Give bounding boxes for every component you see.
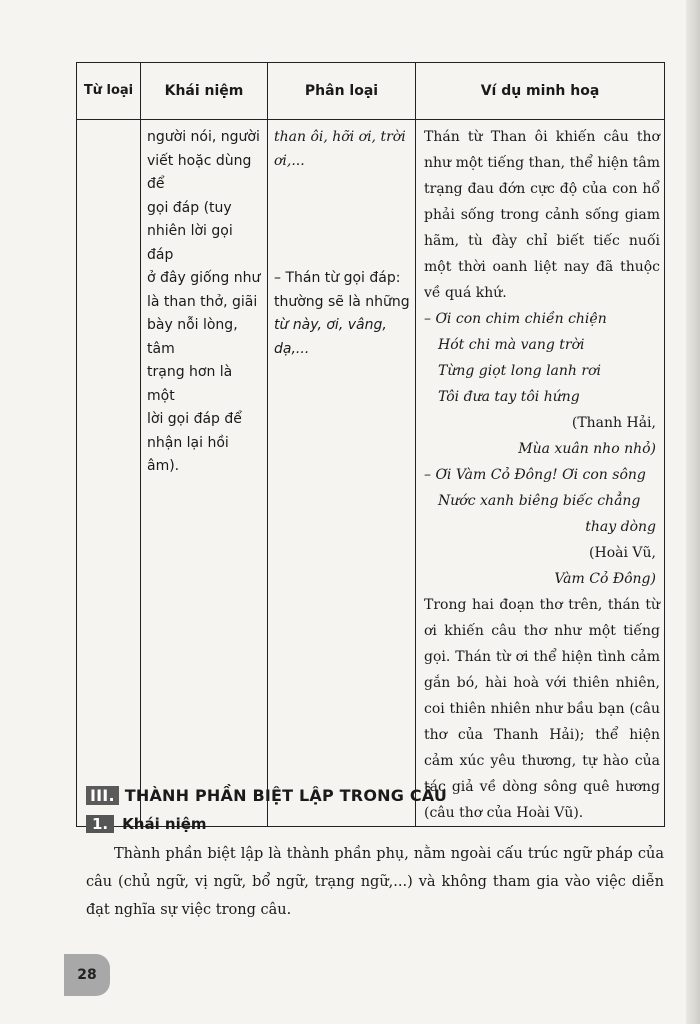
poem-line: Hót chi mà vang trời [438,337,585,353]
poem-source-title: Mùa xuân nho nhỏ) [518,441,656,457]
page-edge-shadow [686,0,700,1024]
definition-paragraph: Thành phần biệt lập là thành phần phụ, nằm ngoài cấu trúc ngữ pháp của câu (chủ ngữ, vị ngữ, bổ ngữ, trạng ngữ,...) và không tham gia vào việc diễn đạt nghĩa sự việc trong câu. [86,846,664,918]
header-example: Ví dụ minh hoạ [416,63,665,120]
poem-line: – Ơi Vàm Cỏ Đông! Ơi con sông [424,467,646,483]
concept-line: viết hoặc dùng để [147,152,252,192]
classification-cell [268,120,416,827]
section-title: THÀNH PHẦN BIỆT LẬP TRONG CÂU [124,786,448,805]
poem-line: Nước xanh biêng biếc chẳng [438,493,641,509]
table-header-row [77,63,665,120]
poem-line: Từng giọt long lanh rơi [438,363,601,379]
class-line: thường sẽ là những [274,293,410,310]
poem-line: thay dòng [585,519,656,535]
class-line: ơi,... [274,152,305,169]
concept-cell [141,120,268,827]
section-heading [86,786,447,805]
word-class-cell [77,120,141,827]
class-line: dạ,... [274,340,310,357]
concept-line: lời gọi đáp để [147,411,242,427]
concept-line: nhận lại hồi âm). [147,434,229,474]
section-roman-numeral: III. [86,786,119,805]
word-class-table [76,62,665,827]
header-concept: Khái niệm [141,63,268,120]
subsection-number: 1. [86,815,114,833]
poem-line: – Ơi con chim chiền chiện [424,311,607,327]
class-line: than ôi, hỡi ơi, trời [274,129,406,145]
subsection-title: Khái niệm [122,815,207,833]
poem-source-title: Vàm Cỏ Đông) [554,571,656,587]
class-line: – Thán từ gọi đáp: [274,270,401,286]
poem-source-author: (Hoài Vũ, [589,545,656,561]
page-number: 28 [64,954,110,996]
concept-line: là than thở, giãi [147,293,258,310]
example-cell [416,120,665,827]
example-intro: Thán từ Than ôi khiến câu thơ như một tiếng than, thể hiện tâm trạng đau đớn cực độ của con hổ phải sống trong cảnh sống giam hãm, tù đày chỉ biết tiếc nuối một thời oanh liệt nay đã thuộc về quá khứ. [424,129,660,301]
table-row [77,120,665,827]
poem-line: Tôi đưa tay tôi hứng [438,389,580,405]
poem-source-author: (Thanh Hải, [571,415,656,431]
example-conclusion: Trong hai đoạn thơ trên, thán từ ơi khiến câu thơ như một tiếng gọi. Thán từ ơi thể hiện tình cảm gắn bó, hài hoà với thiên nhiên, coi thiên nhiên như bầu bạn (câu thơ của Thanh Hải); thể hiện cảm xúc yêu thương, tự hào của tác giả về dòng sông quê hương (câu thơ của Hoài Vũ). [424,597,660,821]
concept-line: nhiên lời gọi đáp [147,223,233,263]
concept-line: bày nỗi lòng, tâm [147,317,238,357]
header-word-class: Từ loại [77,63,141,120]
concept-line: trạng hơn là một [147,364,233,404]
class-line: từ này, ơi, vâng, [274,317,387,333]
concept-line: người nói, người [147,129,260,145]
header-classification: Phân loại [268,63,416,120]
concept-line: gọi đáp (tuy [147,199,232,216]
concept-line: ở đây giống như [147,270,261,286]
subsection-heading [86,815,207,833]
